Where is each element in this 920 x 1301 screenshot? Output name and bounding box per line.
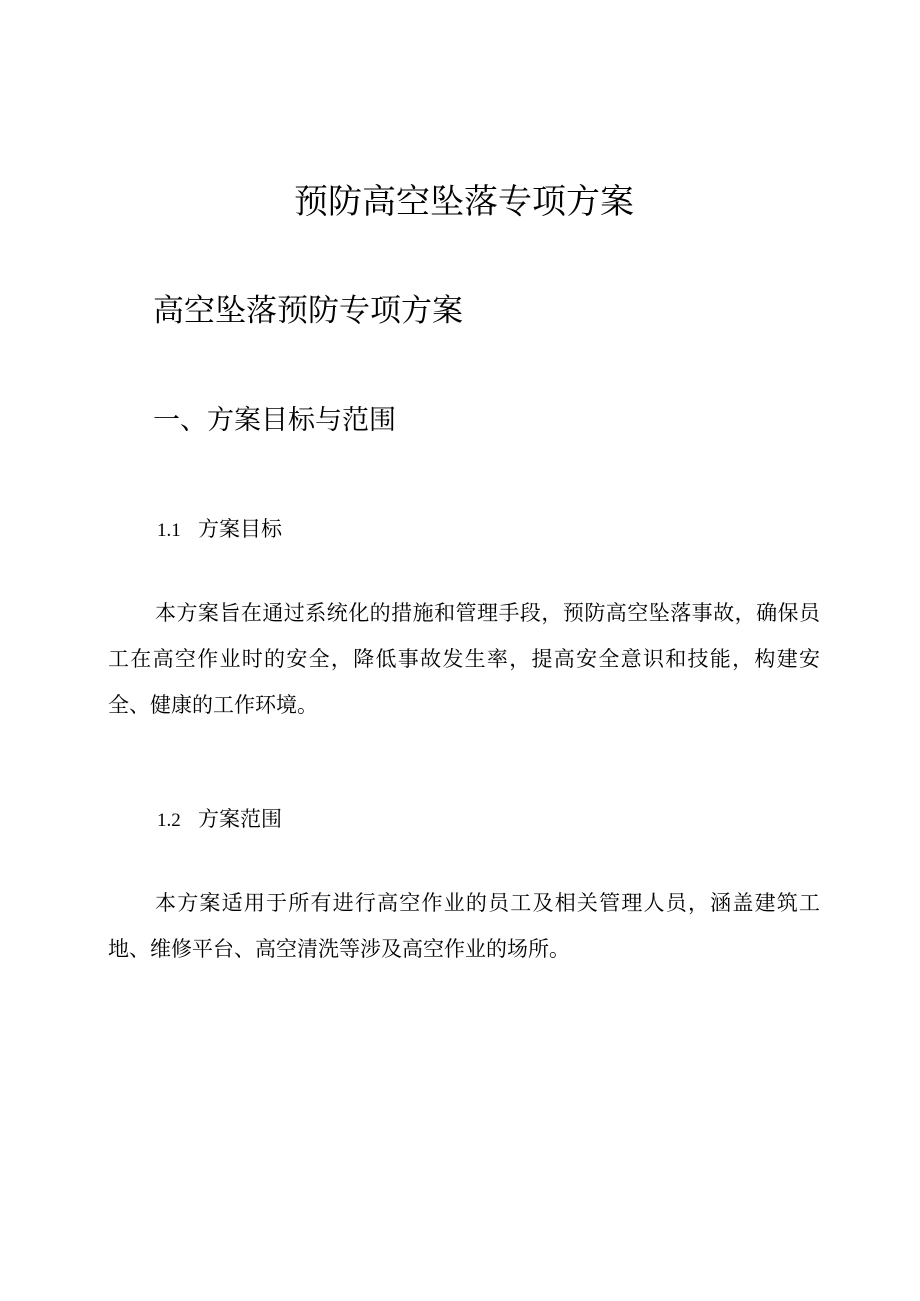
paragraph-scope: 本方案适用于所有进行高空作业的员工及相关管理人员，涵盖建筑工地、维修平台、高空清洗等涉及高空作业的场所。 bbox=[108, 891, 820, 961]
section-heading: 一、方案目标与范围 bbox=[153, 405, 396, 436]
subsection-title: 方案目标 bbox=[198, 517, 282, 541]
subsection-title: 方案范围 bbox=[198, 807, 282, 831]
paragraph-goal: 本方案旨在通过系统化的措施和管理手段，预防高空坠落事故，确保员工在高空作业时的安全，降低事故发生率，提高安全意识和技能，构建安全、健康的工作环境。 bbox=[108, 601, 820, 717]
document-title: 预防高空坠落专项方案 bbox=[294, 182, 634, 222]
subsection-number: 1.1 bbox=[157, 520, 181, 541]
document-subtitle: 高空坠落预防专项方案 bbox=[153, 293, 463, 329]
subsection-number: 1.2 bbox=[157, 810, 181, 831]
subsection-heading-scope bbox=[157, 803, 282, 837]
subsection-heading-goal bbox=[157, 513, 282, 547]
